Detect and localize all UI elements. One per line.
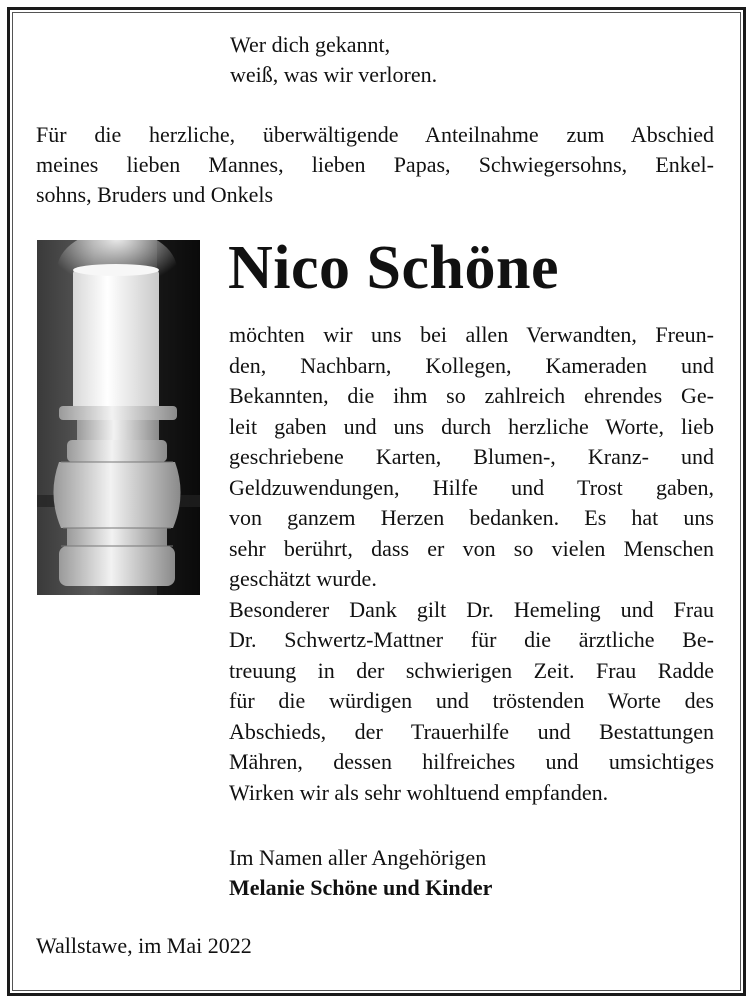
candle-photo [37,240,200,595]
body-line: möchten wir uns bei allen Verwandten, Freun- [229,322,714,347]
body-line: leit gaben und uns durch herzliche Worte, lieb [229,413,714,439]
body-line: Wirken wir als sehr wohltuend empfanden. [229,779,609,805]
candle-icon [37,240,200,595]
intro-line-3: sohns, Bruders und Onkels [36,182,274,207]
intro-line-1: Für die herzliche, überwältigende Anteilnahme zum Abschied [36,122,714,147]
body-line: für die würdigen und tröstenden Worte des [229,688,714,713]
body-line: geschätzt wurde. [229,566,377,591]
place-and-date: Wallstawe, im Mai 2022 [36,933,252,958]
signature-intro: Im Namen aller Angehörigen [229,845,487,870]
body-line: den, Nachbarn, Kollegen, Kameraden und [229,352,714,378]
memorial-quote [230,30,437,90]
body-line: Dr. Schwertz-Mattner für die ärztliche Be- [229,627,714,652]
body-line: sehr berührt, dass er von so vielen Menschen [229,535,714,561]
signature-names: Melanie Schöne und Kinder [229,875,493,900]
body-line: Besonderer Dank gilt Dr. Hemeling und Frau [229,596,714,622]
body-line: Mähren, dessen hilfreiches und umsichtiges [229,749,714,774]
signature-block [229,843,492,903]
body-line: Bekannten, die ihm so zahlreich ehrendes Ge- [229,383,714,408]
body-line: Abschieds, der Trauerhilfe und Bestattungen [229,718,714,744]
intro-line-2: meines lieben Mannes, lieben Papas, Schwiegersohns, Enkel- [36,152,714,177]
body-line: Geldzuwendungen, Hilfe und Trost gaben, [229,474,714,500]
deceased-name: Nico Schöne [228,234,559,302]
quote-line-1: Wer dich gekannt, [230,32,391,57]
body-line: von ganzem Herzen bedanken. Es hat uns [229,505,714,530]
body-line: treuung in der schwierigen Zeit. Frau Radde [229,657,714,683]
quote-line-2: weiß, was wir verloren. [230,62,438,87]
body-line: geschriebene Karten, Blumen-, Kranz- und [229,444,714,469]
thanks-paragraph [229,320,714,808]
intro-paragraph [36,120,714,210]
